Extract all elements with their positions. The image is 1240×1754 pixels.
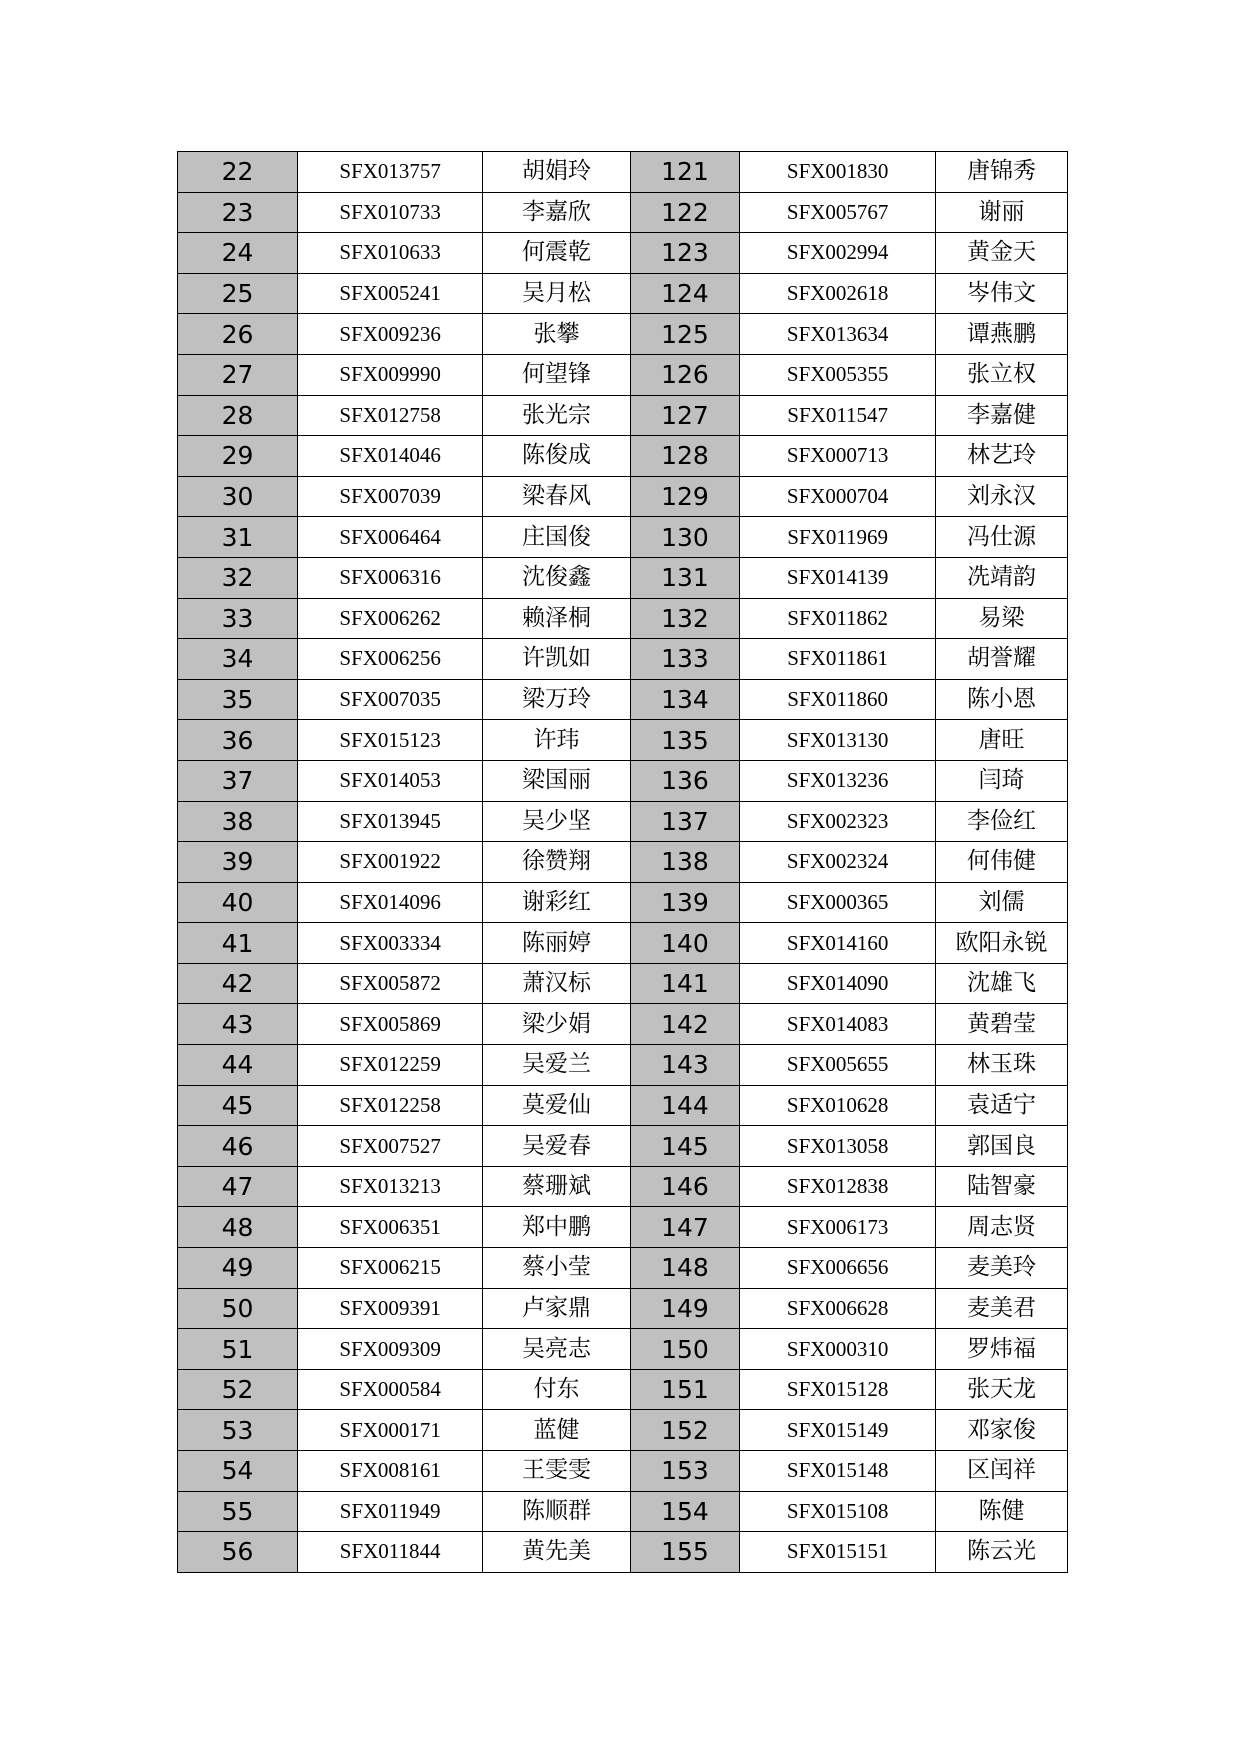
table-row <box>178 354 1068 395</box>
right-name-cell: 岑伟文 <box>935 273 1067 314</box>
left-id-cell: SFX012258 <box>297 1085 482 1126</box>
table-row <box>178 1329 1068 1370</box>
left-id-cell: SFX007035 <box>297 679 482 720</box>
right-name-cell: 唐锦秀 <box>935 152 1067 193</box>
right-number-cell: 150 <box>630 1329 740 1370</box>
table-row <box>178 760 1068 801</box>
right-id-cell: SFX001830 <box>740 152 936 193</box>
table-row <box>178 1532 1068 1573</box>
right-id-cell: SFX011861 <box>740 639 936 680</box>
left-id-cell: SFX011949 <box>297 1491 482 1532</box>
table-row <box>178 598 1068 639</box>
right-name-cell: 袁适宁 <box>935 1085 1067 1126</box>
table-row <box>178 1207 1068 1248</box>
right-id-cell: SFX015128 <box>740 1369 936 1410</box>
left-number-cell: 31 <box>178 517 298 558</box>
right-name-cell: 郭国良 <box>935 1126 1067 1167</box>
left-id-cell: SFX010633 <box>297 233 482 274</box>
table-row <box>178 1045 1068 1086</box>
left-number-cell: 55 <box>178 1491 298 1532</box>
left-number-cell: 45 <box>178 1085 298 1126</box>
right-number-cell: 142 <box>630 1004 740 1045</box>
left-number-cell: 49 <box>178 1248 298 1289</box>
left-name-cell: 吴少坚 <box>483 801 630 842</box>
right-number-cell: 131 <box>630 557 740 598</box>
right-number-cell: 137 <box>630 801 740 842</box>
table-row <box>178 1126 1068 1167</box>
table-row <box>178 842 1068 883</box>
left-id-cell: SFX009391 <box>297 1288 482 1329</box>
left-name-cell: 胡娟玲 <box>483 152 630 193</box>
right-id-cell: SFX000704 <box>740 476 936 517</box>
right-id-cell: SFX000310 <box>740 1329 936 1370</box>
right-number-cell: 145 <box>630 1126 740 1167</box>
left-number-cell: 51 <box>178 1329 298 1370</box>
left-number-cell: 26 <box>178 314 298 355</box>
roster-table <box>177 151 1068 1573</box>
table-row <box>178 557 1068 598</box>
right-id-cell: SFX013058 <box>740 1126 936 1167</box>
right-number-cell: 134 <box>630 679 740 720</box>
right-id-cell: SFX015148 <box>740 1451 936 1492</box>
right-name-cell: 陈云光 <box>935 1532 1067 1573</box>
left-id-cell: SFX006351 <box>297 1207 482 1248</box>
right-id-cell: SFX002618 <box>740 273 936 314</box>
left-number-cell: 43 <box>178 1004 298 1045</box>
right-id-cell: SFX015149 <box>740 1410 936 1451</box>
right-name-cell: 欧阳永锐 <box>935 923 1067 964</box>
left-name-cell: 沈俊鑫 <box>483 557 630 598</box>
table-row <box>178 314 1068 355</box>
right-name-cell: 张立权 <box>935 354 1067 395</box>
right-id-cell: SFX013236 <box>740 760 936 801</box>
table-row <box>178 1410 1068 1451</box>
left-name-cell: 蔡小莹 <box>483 1248 630 1289</box>
left-name-cell: 吴月松 <box>483 273 630 314</box>
right-number-cell: 143 <box>630 1045 740 1086</box>
right-id-cell: SFX014090 <box>740 963 936 1004</box>
right-number-cell: 125 <box>630 314 740 355</box>
left-name-cell: 郑中鹏 <box>483 1207 630 1248</box>
right-number-cell: 144 <box>630 1085 740 1126</box>
left-id-cell: SFX009990 <box>297 354 482 395</box>
right-name-cell: 邓家俊 <box>935 1410 1067 1451</box>
left-name-cell: 许玮 <box>483 720 630 761</box>
right-number-cell: 122 <box>630 192 740 233</box>
right-name-cell: 麦美玲 <box>935 1248 1067 1289</box>
table-row <box>178 476 1068 517</box>
right-number-cell: 124 <box>630 273 740 314</box>
left-id-cell: SFX009309 <box>297 1329 482 1370</box>
left-number-cell: 33 <box>178 598 298 639</box>
right-id-cell: SFX005655 <box>740 1045 936 1086</box>
left-number-cell: 23 <box>178 192 298 233</box>
right-number-cell: 139 <box>630 882 740 923</box>
left-number-cell: 22 <box>178 152 298 193</box>
right-name-cell: 张天龙 <box>935 1369 1067 1410</box>
right-id-cell: SFX011862 <box>740 598 936 639</box>
right-name-cell: 陈小恩 <box>935 679 1067 720</box>
left-number-cell: 44 <box>178 1045 298 1086</box>
left-name-cell: 张攀 <box>483 314 630 355</box>
table-row <box>178 1166 1068 1207</box>
right-id-cell: SFX012838 <box>740 1166 936 1207</box>
table-row <box>178 273 1068 314</box>
table-row <box>178 1369 1068 1410</box>
table-row <box>178 517 1068 558</box>
left-number-cell: 46 <box>178 1126 298 1167</box>
left-name-cell: 何震乾 <box>483 233 630 274</box>
left-id-cell: SFX007039 <box>297 476 482 517</box>
right-number-cell: 155 <box>630 1532 740 1573</box>
right-number-cell: 152 <box>630 1410 740 1451</box>
right-number-cell: 141 <box>630 963 740 1004</box>
right-number-cell: 154 <box>630 1491 740 1532</box>
left-number-cell: 53 <box>178 1410 298 1451</box>
right-id-cell: SFX006656 <box>740 1248 936 1289</box>
right-id-cell: SFX002994 <box>740 233 936 274</box>
right-id-cell: SFX011860 <box>740 679 936 720</box>
left-number-cell: 24 <box>178 233 298 274</box>
left-number-cell: 54 <box>178 1451 298 1492</box>
right-id-cell: SFX002323 <box>740 801 936 842</box>
left-name-cell: 梁万玲 <box>483 679 630 720</box>
left-number-cell: 36 <box>178 720 298 761</box>
right-name-cell: 陈健 <box>935 1491 1067 1532</box>
right-name-cell: 黄金天 <box>935 233 1067 274</box>
right-number-cell: 130 <box>630 517 740 558</box>
left-name-cell: 吴爱春 <box>483 1126 630 1167</box>
left-id-cell: SFX005869 <box>297 1004 482 1045</box>
right-name-cell: 陆智豪 <box>935 1166 1067 1207</box>
left-number-cell: 27 <box>178 354 298 395</box>
right-name-cell: 李嘉健 <box>935 395 1067 436</box>
left-number-cell: 42 <box>178 963 298 1004</box>
left-number-cell: 32 <box>178 557 298 598</box>
right-name-cell: 冼靖韵 <box>935 557 1067 598</box>
right-id-cell: SFX014139 <box>740 557 936 598</box>
left-id-cell: SFX014053 <box>297 760 482 801</box>
left-id-cell: SFX001922 <box>297 842 482 883</box>
table-row <box>178 1288 1068 1329</box>
right-id-cell: SFX002324 <box>740 842 936 883</box>
right-number-cell: 133 <box>630 639 740 680</box>
left-name-cell: 王雯雯 <box>483 1451 630 1492</box>
left-id-cell: SFX005241 <box>297 273 482 314</box>
right-name-cell: 胡誉耀 <box>935 639 1067 680</box>
right-name-cell: 谢丽 <box>935 192 1067 233</box>
table-row <box>178 1491 1068 1532</box>
left-id-cell: SFX009236 <box>297 314 482 355</box>
left-number-cell: 48 <box>178 1207 298 1248</box>
right-id-cell: SFX014083 <box>740 1004 936 1045</box>
right-id-cell: SFX011547 <box>740 395 936 436</box>
left-id-cell: SFX013213 <box>297 1166 482 1207</box>
left-id-cell: SFX006316 <box>297 557 482 598</box>
left-name-cell: 陈顺群 <box>483 1491 630 1532</box>
table-row <box>178 882 1068 923</box>
left-name-cell: 赖泽桐 <box>483 598 630 639</box>
right-number-cell: 153 <box>630 1451 740 1492</box>
right-name-cell: 谭燕鹏 <box>935 314 1067 355</box>
left-name-cell: 莫爱仙 <box>483 1085 630 1126</box>
right-name-cell: 罗炜福 <box>935 1329 1067 1370</box>
right-name-cell: 刘儒 <box>935 882 1067 923</box>
left-number-cell: 35 <box>178 679 298 720</box>
left-name-cell: 庄国俊 <box>483 517 630 558</box>
left-name-cell: 梁国丽 <box>483 760 630 801</box>
right-id-cell: SFX000713 <box>740 436 936 477</box>
left-name-cell: 蓝健 <box>483 1410 630 1451</box>
left-name-cell: 陈俊成 <box>483 436 630 477</box>
left-id-cell: SFX014046 <box>297 436 482 477</box>
right-id-cell: SFX013634 <box>740 314 936 355</box>
right-id-cell: SFX006173 <box>740 1207 936 1248</box>
right-number-cell: 129 <box>630 476 740 517</box>
left-number-cell: 34 <box>178 639 298 680</box>
table-row <box>178 923 1068 964</box>
right-name-cell: 闫琦 <box>935 760 1067 801</box>
right-number-cell: 146 <box>630 1166 740 1207</box>
right-id-cell: SFX010628 <box>740 1085 936 1126</box>
left-name-cell: 吴爱兰 <box>483 1045 630 1086</box>
left-id-cell: SFX006215 <box>297 1248 482 1289</box>
right-id-cell: SFX013130 <box>740 720 936 761</box>
right-number-cell: 149 <box>630 1288 740 1329</box>
right-name-cell: 林艺玲 <box>935 436 1067 477</box>
right-id-cell: SFX011969 <box>740 517 936 558</box>
right-name-cell: 区闰祥 <box>935 1451 1067 1492</box>
left-name-cell: 梁少娟 <box>483 1004 630 1045</box>
left-name-cell: 黄先美 <box>483 1532 630 1573</box>
right-name-cell: 沈雄飞 <box>935 963 1067 1004</box>
table-row <box>178 963 1068 1004</box>
right-number-cell: 135 <box>630 720 740 761</box>
left-name-cell: 张光宗 <box>483 395 630 436</box>
left-id-cell: SFX006256 <box>297 639 482 680</box>
right-number-cell: 140 <box>630 923 740 964</box>
left-name-cell: 萧汉标 <box>483 963 630 1004</box>
left-number-cell: 38 <box>178 801 298 842</box>
left-id-cell: SFX006464 <box>297 517 482 558</box>
right-number-cell: 138 <box>630 842 740 883</box>
left-number-cell: 50 <box>178 1288 298 1329</box>
right-name-cell: 易梁 <box>935 598 1067 639</box>
right-number-cell: 128 <box>630 436 740 477</box>
left-id-cell: SFX010733 <box>297 192 482 233</box>
table-row <box>178 395 1068 436</box>
left-id-cell: SFX003334 <box>297 923 482 964</box>
left-number-cell: 37 <box>178 760 298 801</box>
right-name-cell: 刘永汉 <box>935 476 1067 517</box>
table-row <box>178 152 1068 193</box>
right-number-cell: 136 <box>630 760 740 801</box>
right-name-cell: 何伟健 <box>935 842 1067 883</box>
left-number-cell: 25 <box>178 273 298 314</box>
left-id-cell: SFX008161 <box>297 1451 482 1492</box>
left-id-cell: SFX006262 <box>297 598 482 639</box>
left-number-cell: 40 <box>178 882 298 923</box>
right-id-cell: SFX000365 <box>740 882 936 923</box>
left-number-cell: 47 <box>178 1166 298 1207</box>
left-number-cell: 28 <box>178 395 298 436</box>
left-name-cell: 李嘉欣 <box>483 192 630 233</box>
left-number-cell: 52 <box>178 1369 298 1410</box>
left-id-cell: SFX013945 <box>297 801 482 842</box>
left-number-cell: 41 <box>178 923 298 964</box>
left-id-cell: SFX014096 <box>297 882 482 923</box>
left-name-cell: 梁春风 <box>483 476 630 517</box>
table-row <box>178 801 1068 842</box>
left-name-cell: 付东 <box>483 1369 630 1410</box>
right-number-cell: 151 <box>630 1369 740 1410</box>
table-row <box>178 1451 1068 1492</box>
table-row <box>178 679 1068 720</box>
table-row <box>178 436 1068 477</box>
left-id-cell: SFX012259 <box>297 1045 482 1086</box>
right-id-cell: SFX015151 <box>740 1532 936 1573</box>
right-number-cell: 123 <box>630 233 740 274</box>
right-number-cell: 148 <box>630 1248 740 1289</box>
table-row <box>178 1248 1068 1289</box>
right-name-cell: 唐旺 <box>935 720 1067 761</box>
left-id-cell: SFX007527 <box>297 1126 482 1167</box>
right-id-cell: SFX014160 <box>740 923 936 964</box>
left-id-cell: SFX000171 <box>297 1410 482 1451</box>
table-row <box>178 639 1068 680</box>
left-name-cell: 蔡珊斌 <box>483 1166 630 1207</box>
right-name-cell: 李俭红 <box>935 801 1067 842</box>
left-id-cell: SFX015123 <box>297 720 482 761</box>
left-id-cell: SFX005872 <box>297 963 482 1004</box>
table-row <box>178 1085 1068 1126</box>
left-name-cell: 卢家鼎 <box>483 1288 630 1329</box>
left-number-cell: 56 <box>178 1532 298 1573</box>
left-name-cell: 徐赞翔 <box>483 842 630 883</box>
left-name-cell: 谢彩红 <box>483 882 630 923</box>
left-number-cell: 29 <box>178 436 298 477</box>
left-name-cell: 吴亮志 <box>483 1329 630 1370</box>
table-row <box>178 720 1068 761</box>
right-name-cell: 麦美君 <box>935 1288 1067 1329</box>
left-name-cell: 许凯如 <box>483 639 630 680</box>
left-id-cell: SFX013757 <box>297 152 482 193</box>
right-name-cell: 林玉珠 <box>935 1045 1067 1086</box>
left-name-cell: 陈丽婷 <box>483 923 630 964</box>
right-id-cell: SFX015108 <box>740 1491 936 1532</box>
right-number-cell: 147 <box>630 1207 740 1248</box>
right-id-cell: SFX005355 <box>740 354 936 395</box>
right-number-cell: 126 <box>630 354 740 395</box>
right-number-cell: 121 <box>630 152 740 193</box>
left-number-cell: 30 <box>178 476 298 517</box>
right-name-cell: 冯仕源 <box>935 517 1067 558</box>
right-name-cell: 周志贤 <box>935 1207 1067 1248</box>
roster-table-body <box>178 152 1068 1573</box>
left-id-cell: SFX012758 <box>297 395 482 436</box>
right-id-cell: SFX005767 <box>740 192 936 233</box>
right-name-cell: 黄碧莹 <box>935 1004 1067 1045</box>
right-number-cell: 132 <box>630 598 740 639</box>
table-row <box>178 192 1068 233</box>
left-id-cell: SFX011844 <box>297 1532 482 1573</box>
left-id-cell: SFX000584 <box>297 1369 482 1410</box>
left-number-cell: 39 <box>178 842 298 883</box>
table-row <box>178 233 1068 274</box>
table-row <box>178 1004 1068 1045</box>
right-id-cell: SFX006628 <box>740 1288 936 1329</box>
left-name-cell: 何望锋 <box>483 354 630 395</box>
right-number-cell: 127 <box>630 395 740 436</box>
